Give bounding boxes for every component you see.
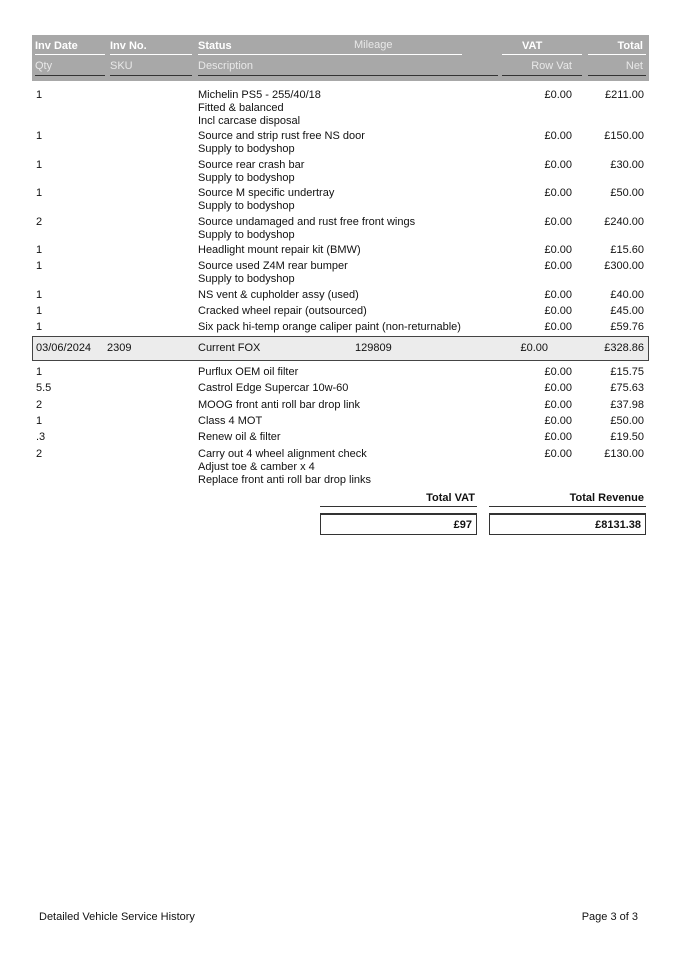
item-description: NS vent & cupholder assy (used) (198, 289, 359, 301)
item-net: £50.00 (610, 187, 644, 199)
header-row-vat: Row Vat (531, 60, 572, 72)
item-description: Headlight mount repair kit (BMW) (198, 244, 361, 256)
total-vat-rule (320, 506, 477, 507)
item-row-vat: £0.00 (544, 321, 572, 333)
header-sku: SKU (110, 60, 133, 72)
item-description: Six pack hi-temp orange caliper paint (non-returnable) (198, 321, 461, 333)
item-net: £37.98 (610, 399, 644, 411)
item-net: £130.00 (604, 448, 644, 460)
footer-title: Detailed Vehicle Service History (39, 911, 195, 923)
item-description: Incl carcase disposal (198, 115, 301, 127)
item-row-vat: £0.00 (544, 399, 572, 411)
item-net: £19.50 (610, 431, 644, 443)
total-revenue-rule (489, 506, 646, 507)
item-net: £240.00 (604, 216, 644, 228)
invoice-date: 03/06/2024 (36, 342, 92, 354)
item-qty: 2 (36, 216, 43, 228)
footer-page-number: Page 3 of 3 (581, 911, 638, 923)
item-description: Replace front anti roll bar drop links (198, 474, 372, 486)
header-rule (110, 75, 192, 76)
total-revenue-value: £8131.38 (489, 513, 646, 535)
item-row-vat: £0.00 (544, 415, 572, 427)
invoice-mileage: 129809 (355, 342, 392, 354)
item-qty: 1 (36, 260, 43, 272)
item-net: £45.00 (610, 305, 644, 317)
item-row-vat: £0.00 (544, 260, 572, 272)
item-row-vat: £0.00 (544, 244, 572, 256)
item-row-vat: £0.00 (544, 305, 572, 317)
item-qty: 1 (36, 305, 43, 317)
header-rule (110, 54, 192, 55)
item-qty: 2 (36, 399, 43, 411)
item-description: Cracked wheel repair (outsourced) (198, 305, 367, 317)
item-row-vat: £0.00 (544, 431, 572, 443)
total-vat-label: Total VAT (426, 492, 475, 504)
item-net: £15.75 (610, 366, 644, 378)
item-description: Source used Z4M rear bumper (198, 260, 348, 272)
item-net: £150.00 (604, 130, 644, 142)
item-row-vat: £0.00 (544, 448, 572, 460)
invoice-number: 2309 (107, 342, 132, 354)
header-rule (35, 75, 105, 76)
item-description: Source undamaged and rust free front wings (198, 216, 416, 228)
item-net: £211.00 (605, 89, 644, 101)
invoice-row (32, 336, 649, 361)
item-description: Fitted & balanced (198, 102, 284, 114)
item-description: Supply to bodyshop (198, 200, 295, 212)
item-row-vat: £0.00 (544, 159, 572, 171)
header-rule (198, 54, 462, 55)
header-rule (502, 54, 582, 55)
item-net: £30.00 (610, 159, 644, 171)
header-inv-no: Inv No. (110, 40, 147, 52)
header-qty: Qty (35, 60, 53, 72)
item-row-vat: £0.00 (544, 89, 572, 101)
item-net: £50.00 (610, 415, 644, 427)
item-description: Carry out 4 wheel alignment check (198, 448, 367, 460)
item-description: Adjust toe & camber x 4 (198, 461, 315, 473)
header-rule (588, 54, 646, 55)
item-qty: 1 (36, 244, 43, 256)
item-net: £59.76 (610, 321, 644, 333)
item-description: Supply to bodyshop (198, 172, 295, 184)
item-row-vat: £0.00 (544, 382, 572, 394)
header-inv-date: Inv Date (35, 40, 78, 52)
item-qty: 5.5 (36, 382, 52, 394)
item-qty: 1 (36, 89, 43, 101)
item-net: £75.63 (610, 382, 644, 394)
header-total: Total (617, 40, 643, 52)
item-row-vat: £0.00 (544, 216, 572, 228)
header-rule (35, 54, 105, 55)
item-qty: 1 (36, 415, 43, 427)
item-qty: 1 (36, 289, 43, 301)
item-description: Supply to bodyshop (198, 143, 295, 155)
invoice-total: £328.86 (604, 342, 644, 354)
header-vat: VAT (522, 40, 543, 52)
item-description: Source M specific undertray (198, 187, 335, 199)
header-mileage: Mileage (354, 39, 393, 51)
total-vat-value: £97 (320, 513, 477, 535)
header-description: Description (198, 60, 254, 72)
item-qty: 1 (36, 159, 43, 171)
total-revenue-label: Total Revenue (569, 492, 644, 504)
item-description: Supply to bodyshop (198, 229, 295, 241)
header-rule (502, 75, 582, 76)
item-description: MOOG front anti roll bar drop link (198, 399, 361, 411)
item-description: Castrol Edge Supercar 10w-60 (198, 382, 349, 394)
item-qty: 2 (36, 448, 43, 460)
item-description: Source and strip rust free NS door (198, 130, 365, 142)
item-row-vat: £0.00 (544, 289, 572, 301)
item-net: £40.00 (610, 289, 644, 301)
header-status: Status (198, 40, 232, 52)
item-row-vat: £0.00 (544, 130, 572, 142)
invoice-status: Current FOX (198, 342, 261, 354)
item-net: £300.00 (604, 260, 644, 272)
item-description: Purflux OEM oil filter (198, 366, 299, 378)
invoice-vat: £0.00 (520, 342, 548, 354)
item-qty: 1 (36, 321, 43, 333)
item-description: Class 4 MOT (198, 415, 263, 427)
item-description: Renew oil & filter (198, 431, 281, 443)
header-rule (198, 75, 498, 76)
item-qty: .3 (36, 431, 46, 443)
table-header (32, 35, 649, 81)
item-row-vat: £0.00 (544, 366, 572, 378)
item-description: Supply to bodyshop (198, 273, 295, 285)
item-qty: 1 (36, 130, 43, 142)
header-rule (588, 75, 646, 76)
item-net: £15.60 (610, 244, 644, 256)
item-description: Source rear crash bar (198, 159, 305, 171)
item-row-vat: £0.00 (544, 187, 572, 199)
header-net: Net (625, 60, 643, 72)
item-qty: 1 (36, 187, 43, 199)
item-description: Michelin PS5 - 255/40/18 (198, 89, 321, 101)
item-qty: 1 (36, 366, 43, 378)
